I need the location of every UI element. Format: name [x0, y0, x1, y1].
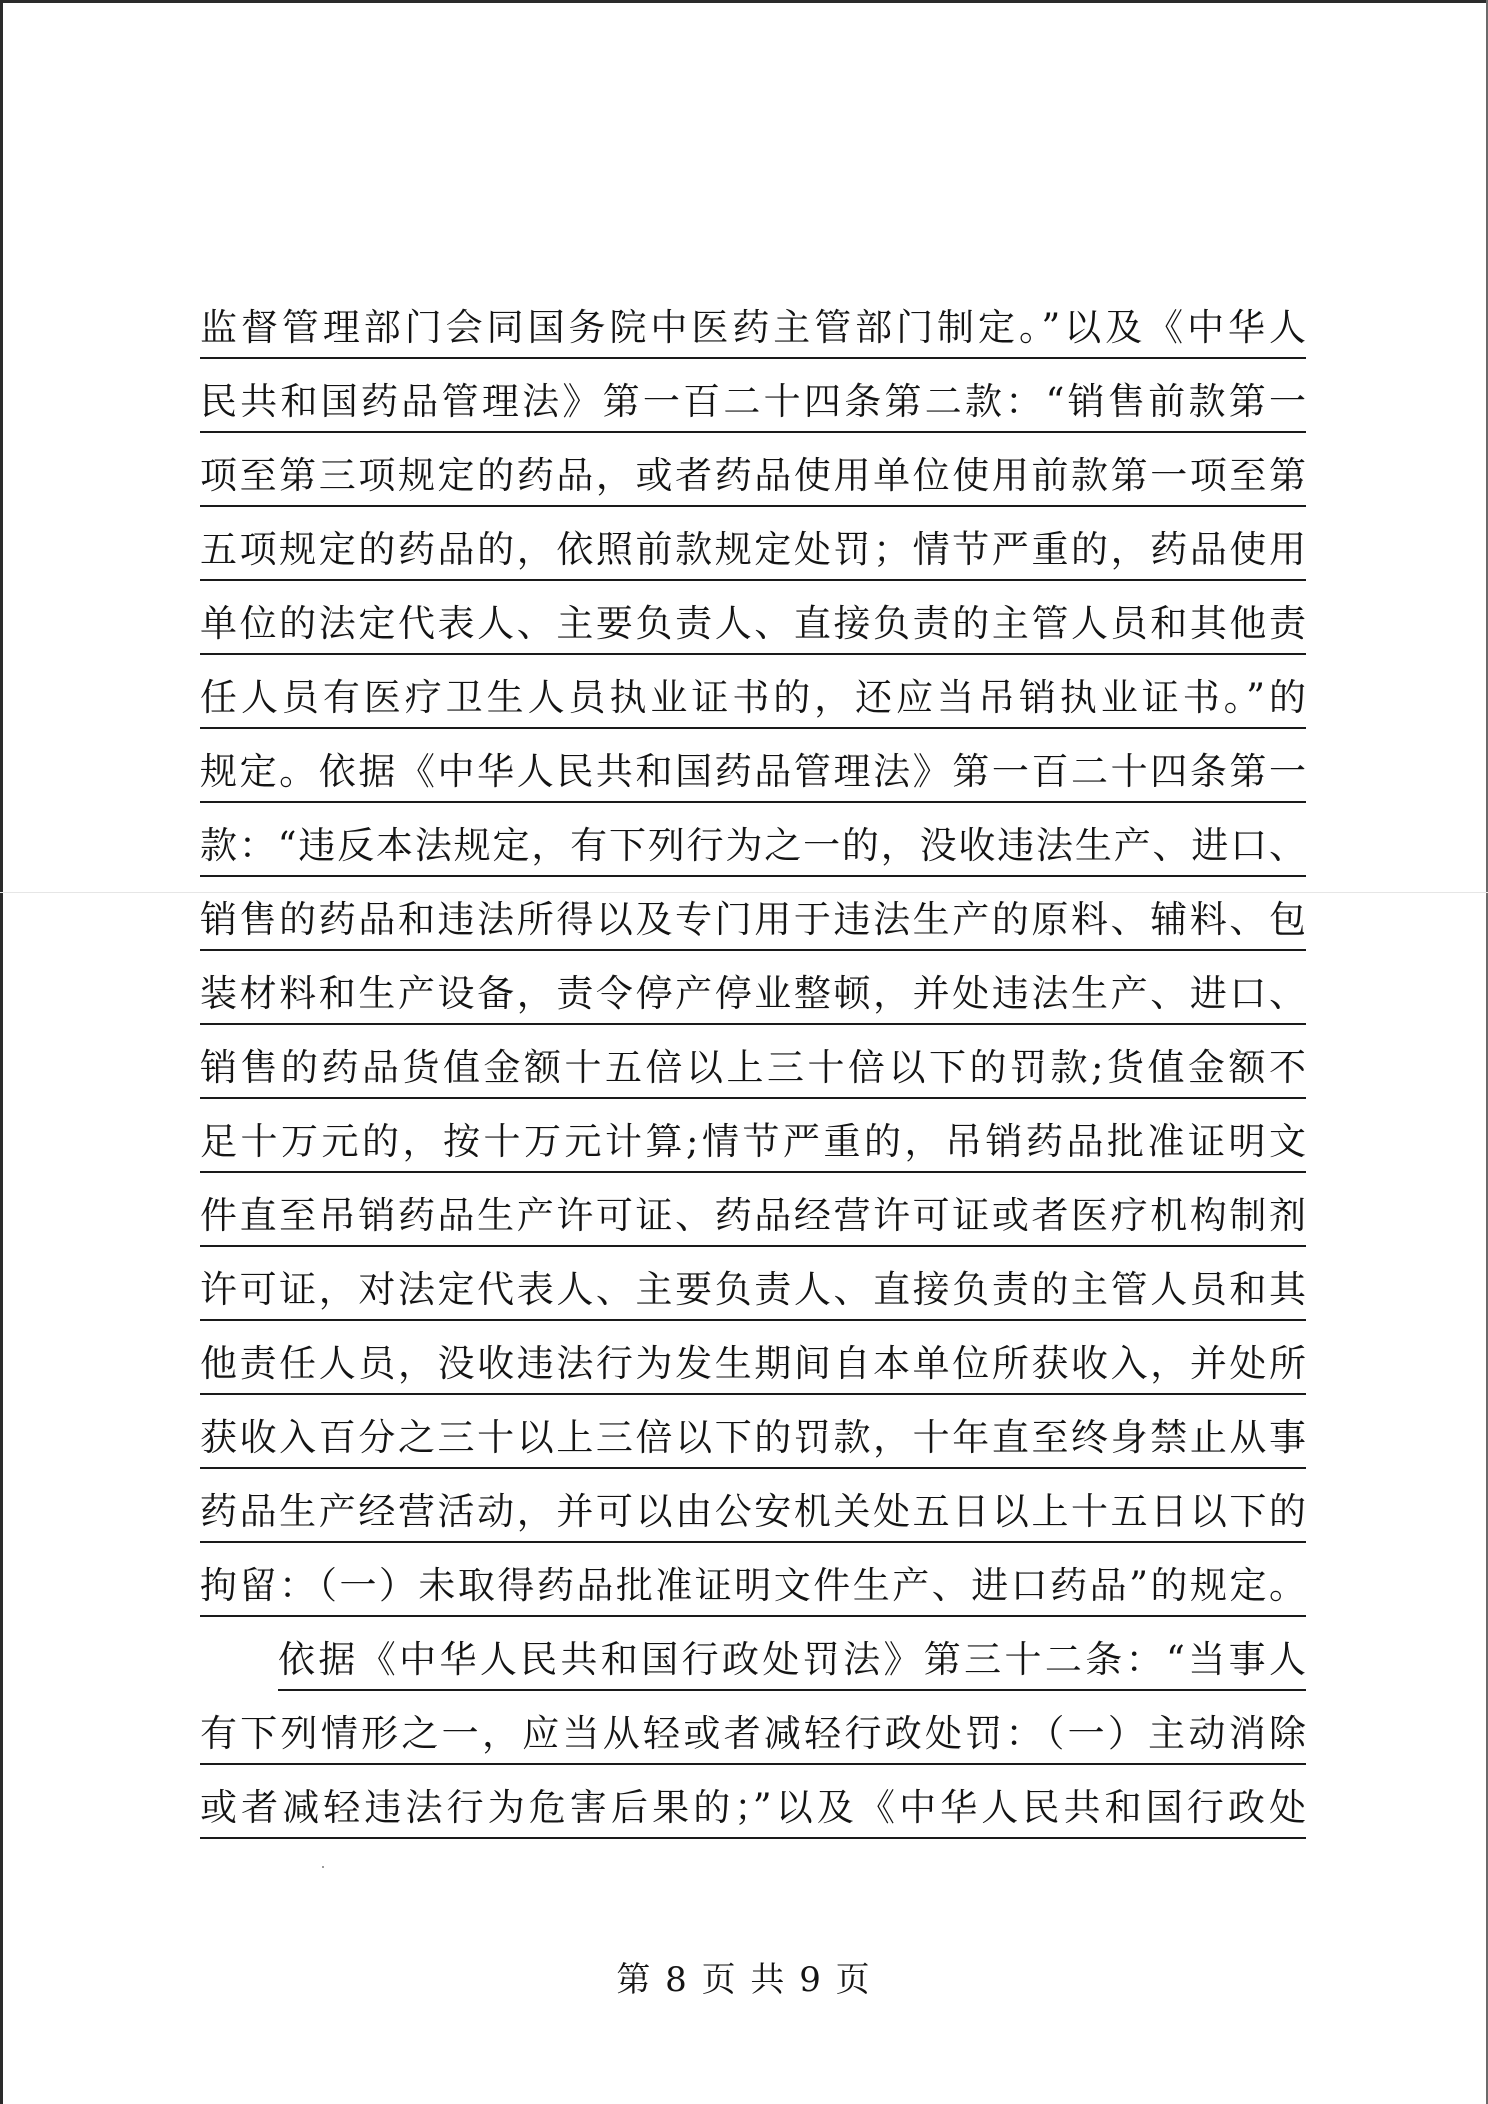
- text-line: 足十万元的，按十万元计算;情节严重的，吊销药品批准证明文: [200, 1111, 1306, 1173]
- text-line: 单位的法定代表人、主要负责人、直接负责的主管人员和其他责: [200, 593, 1306, 655]
- text-line: 五项规定的药品的，依照前款规定处罚；情节严重的，药品使用: [200, 519, 1306, 581]
- text-line: 药品生产经营活动，并可以由公安机关处五日以上十五日以下的: [200, 1481, 1306, 1543]
- text-line: 销售的药品货值金额十五倍以上三十倍以下的罚款;货值金额不: [200, 1037, 1306, 1099]
- text-line: 规定。依据《中华人民共和国药品管理法》第一百二十四条第一: [200, 741, 1306, 803]
- paragraph-first-line: 依据《中华人民共和国行政处罚法》第三十二条：“当事人: [278, 1629, 1306, 1691]
- text-line: 拘留：（一）未取得药品批准证明文件生产、进口药品”的规定。: [200, 1555, 1306, 1617]
- text-line: 装材料和生产设备，责令停产停业整顿，并处违法生产、进口、: [200, 963, 1306, 1025]
- text-line: 他责任人员，没收违法行为发生期间自本单位所获收入，并处所: [200, 1333, 1306, 1395]
- text-line: 获收入百分之三十以上三倍以下的罚款，十年直至终身禁止从事: [200, 1407, 1306, 1469]
- text-line: 件直至吊销药品生产许可证、药品经营许可证或者医疗机构制剂: [200, 1185, 1306, 1247]
- text-line: 许可证，对法定代表人、主要负责人、直接负责的主管人员和其: [200, 1259, 1306, 1321]
- text-line: 任人员有医疗卫生人员执业证书的，还应当吊销执业证书。”的: [200, 667, 1306, 729]
- text-line: 有下列情形之一，应当从轻或者减轻行政处罚：（一）主动消除: [200, 1703, 1306, 1765]
- text-line: 项至第三项规定的药品，或者药品使用单位使用前款第一项至第: [200, 445, 1306, 507]
- page-number-footer: 第 8 页 共 9 页: [616, 1960, 872, 2000]
- text-line: 销售的药品和违法所得以及专门用于违法生产的原料、辅料、包: [200, 889, 1306, 951]
- text-line: 款：“违反本法规定，有下列行为之一的，没收违法生产、进口、: [200, 815, 1306, 877]
- text-line: 民共和国药品管理法》第一百二十四条第二款：“销售前款第一: [200, 371, 1306, 433]
- scan-speck: [322, 1866, 324, 1868]
- text-line: 或者减轻违法行为危害后果的；”以及《中华人民共和国行政处: [200, 1777, 1306, 1839]
- text-line: 监督管理部门会同国务院中医药主管部门制定。”以及《中华人: [200, 297, 1306, 359]
